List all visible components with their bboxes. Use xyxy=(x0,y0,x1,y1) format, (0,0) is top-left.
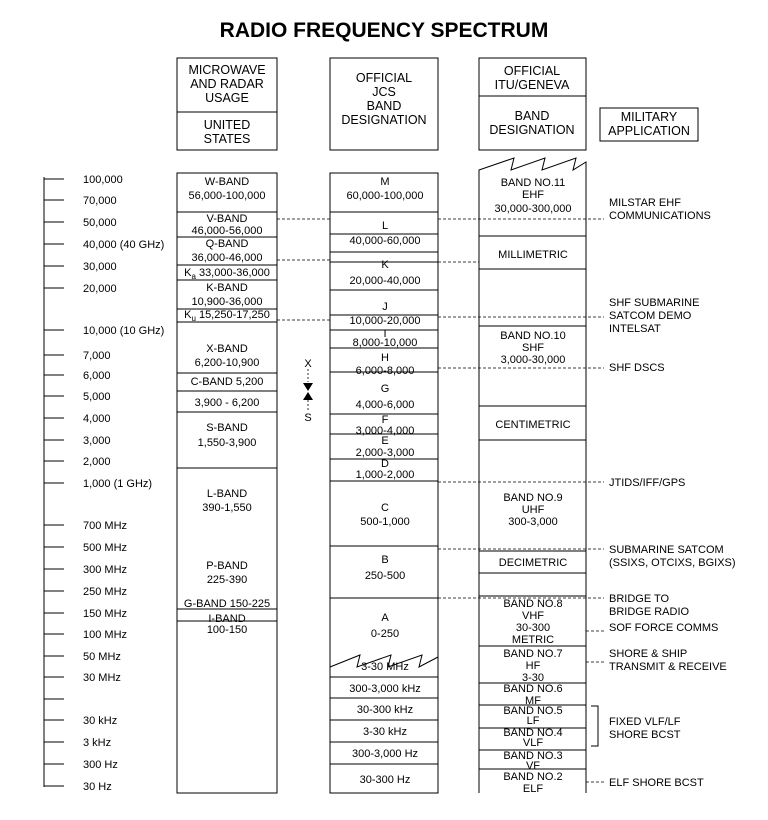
radar-band-label: V-BAND xyxy=(206,213,248,225)
x-s-marker xyxy=(303,358,313,424)
jcs-band-label: 500-1,000 xyxy=(360,516,410,528)
page-title: RADIO FREQUENCY SPECTRUM xyxy=(219,19,549,42)
jcs-band-label: 10,000-20,000 xyxy=(349,315,421,327)
radar-band-label: C-BAND 5,200 xyxy=(190,376,264,388)
scale-tick-label: 70,000 xyxy=(83,195,117,207)
radar-band-label: L-BAND xyxy=(206,488,248,500)
jcs-band-label: 8,000-10,000 xyxy=(352,337,418,349)
jcs-band-label: 300-3,000 Hz xyxy=(351,748,419,760)
scale-tick-label: 30 kHz xyxy=(83,715,118,727)
radar-column xyxy=(177,173,277,793)
itu-band-label: LF xyxy=(526,715,540,727)
military-application-label: MILSTAR EHF xyxy=(609,197,681,209)
jcs-band-label: 30-300 kHz xyxy=(356,704,414,716)
jcs-band-label: E xyxy=(381,435,389,447)
radar-band-label: 1,550-3,900 xyxy=(197,437,257,449)
itu-header-line: OFFICIAL xyxy=(503,64,561,78)
itu-header-line: ITU/GENEVA xyxy=(494,78,570,92)
itu-band-label: BAND NO.5 xyxy=(503,705,563,717)
up-arrow-icon xyxy=(303,392,313,400)
radar-band-label: 100-150 xyxy=(206,624,248,636)
military-application-label: COMMUNICATIONS xyxy=(609,210,711,222)
itu-band-label: 3,000-30,000 xyxy=(500,354,566,366)
itu-band-label: HF xyxy=(525,660,541,672)
scale-tick-label: 30 MHz xyxy=(83,672,121,684)
itu-band-label: BAND NO.11 xyxy=(500,177,566,189)
jcs-band-label: 0-250 xyxy=(370,628,400,640)
jcs-band-label: F xyxy=(381,414,389,426)
radar-band-label: 3,900 - 6,200 xyxy=(194,397,260,409)
jcs-band-label: M xyxy=(380,176,390,188)
scale-tick-label: 100 MHz xyxy=(83,629,128,641)
itu-band-label: BAND NO.3 xyxy=(503,750,563,762)
jcs-band-label: 1,000-2,000 xyxy=(355,469,415,481)
radar-band-label: 56,000-100,000 xyxy=(188,190,266,202)
military-header-line: MILITARY xyxy=(620,110,678,124)
radar-band-label: K-BAND xyxy=(206,282,248,294)
scale-tick-label: 50,000 xyxy=(83,217,117,229)
itu-band-label: BAND NO.10 xyxy=(500,330,566,342)
itu-band-label: METRIC xyxy=(511,634,555,646)
jcs-band-label: B xyxy=(381,554,389,566)
itu-band-label: BAND NO.7 xyxy=(503,648,563,660)
microwave-header-line: MICROWAVE xyxy=(188,63,266,77)
jcs-band-label: 250-500 xyxy=(364,570,406,582)
itu-band-label: ELF xyxy=(522,783,544,795)
jcs-band-label: 30-300 Hz xyxy=(359,774,411,786)
scale-tick-label: 7,000 xyxy=(83,350,111,362)
itu-band-label: BAND NO.4 xyxy=(503,727,563,739)
itu-band-label: CENTIMETRIC xyxy=(495,419,571,431)
military-application-label: SATCOM DEMO xyxy=(609,310,692,322)
radar-band-label: S-BAND xyxy=(206,422,248,434)
scale-tick-label: 6,000 xyxy=(83,370,111,382)
scale-tick-label: 4,000 xyxy=(83,413,111,425)
scale-tick-label: 300 MHz xyxy=(83,564,128,576)
military-application-label: SHF SUBMARINE xyxy=(609,297,700,309)
jcs-header-line: BAND xyxy=(366,99,402,113)
itu-band-header-line: BAND xyxy=(514,109,550,123)
radar-band-label: 6,200-10,900 xyxy=(194,357,260,369)
radar-band-label: 225-390 xyxy=(206,574,248,586)
military-applications xyxy=(609,197,736,789)
itu-band-header-line: DESIGNATION xyxy=(489,123,575,137)
itu-band-label: BAND NO.2 xyxy=(503,771,563,783)
military-application-label: SOF FORCE COMMS xyxy=(609,622,719,634)
military-application-label: SHORE & SHIP xyxy=(609,648,688,660)
jcs-band-label: 40,000-60,000 xyxy=(349,235,421,247)
itu-band-label: BAND NO.8 xyxy=(503,598,563,610)
radar-band-label: W-BAND xyxy=(204,176,250,188)
radar-band-label: G-BAND 150-225 xyxy=(183,598,271,610)
radar-band-label: Q-BAND xyxy=(205,238,249,250)
jcs-band-label: 6,000-8,000 xyxy=(355,365,415,377)
jcs-band-label: 300-3,000 kHz xyxy=(349,683,421,695)
itu-band-label: 3-30 xyxy=(521,672,545,684)
radar-bands xyxy=(184,176,270,636)
scale-tick-label: 250 MHz xyxy=(83,586,128,598)
military-application-label: FIXED VLF/LF xyxy=(609,716,681,728)
itu-band-label: MF xyxy=(525,695,541,707)
itu-band-label: VHF xyxy=(522,610,544,622)
radar-band-label: X-BAND xyxy=(206,343,248,355)
scale-tick-label: 50 MHz xyxy=(83,651,121,663)
scale-tick-label: 500 MHz xyxy=(83,542,128,554)
military-application-label: SHORE BCST xyxy=(609,729,681,741)
itu-band-label: 300-3,000 xyxy=(508,516,558,528)
scale-tick-label: 30,000 xyxy=(83,261,117,273)
header-labels xyxy=(188,63,689,146)
military-header-line: APPLICATION xyxy=(608,124,690,138)
radar-band-label: 390-1,550 xyxy=(202,502,252,514)
scale-tick-label: 150 MHz xyxy=(83,608,128,620)
jcs-band-label: 3-30 MHz xyxy=(361,661,409,673)
jcs-band-label: 4,000-6,000 xyxy=(355,399,415,411)
microwave-header-line: AND RADAR xyxy=(190,77,264,91)
jcs-band-label: 3,000-4,000 xyxy=(355,425,415,437)
itu-band-label: BAND NO.9 xyxy=(503,492,563,504)
military-application-label: (SSIXS, OTCIXS, BGIXS) xyxy=(609,557,736,569)
scale-tick-label: 2,000 xyxy=(83,456,111,468)
jcs-band-label: J xyxy=(382,301,388,313)
microwave-header-line: USAGE xyxy=(205,91,249,105)
radar-band-label: P-BAND xyxy=(206,560,248,572)
military-application-label: JTIDS/IFF/GPS xyxy=(609,477,686,489)
itu-band-label: MILLIMETRIC xyxy=(498,249,568,261)
jcs-header-line: OFFICIAL xyxy=(355,71,413,85)
frequency-scale xyxy=(44,174,164,793)
scale-tick-label: 3,000 xyxy=(83,435,111,447)
jcs-band-label: H xyxy=(381,352,389,364)
jcs-band-label: D xyxy=(381,458,389,470)
itu-bands xyxy=(494,177,571,795)
radar-band-label: 36,000-46,000 xyxy=(191,252,263,264)
jcs-band-label: I xyxy=(383,328,387,340)
vlf-lf-bracket xyxy=(591,706,598,746)
scale-tick-label: 3 kHz xyxy=(83,737,112,749)
military-application-label: SHF DSCS xyxy=(609,362,665,374)
military-application-label: SUBMARINE SATCOM xyxy=(609,544,724,556)
scale-tick-label: 30 Hz xyxy=(83,781,112,793)
x-marker-label: X xyxy=(304,358,312,370)
scale-tick-label: 100,000 xyxy=(83,174,123,186)
military-application-label: BRIDGE TO xyxy=(609,593,670,605)
itu-band-label: BAND NO.6 xyxy=(503,683,563,695)
jcs-band-label: C xyxy=(381,502,389,514)
scale-tick-label: 300 Hz xyxy=(83,759,118,771)
jcs-band-label: 3-30 kHz xyxy=(362,726,408,738)
itu-band-label: 30-300 xyxy=(515,622,551,634)
military-application-label: TRANSMIT & RECEIVE xyxy=(609,661,727,673)
us-header-line: STATES xyxy=(203,132,251,146)
jcs-band-label: L xyxy=(381,220,389,232)
s-marker-label: S xyxy=(304,412,312,424)
military-application-label: BRIDGE RADIO xyxy=(609,606,690,618)
itu-band-label: DECIMETRIC xyxy=(498,557,568,569)
scale-tick-label: 20,000 xyxy=(83,283,117,295)
down-arrow-icon xyxy=(303,383,313,391)
itu-band-label: VLF xyxy=(522,737,544,749)
jcs-band-label: 60,000-100,000 xyxy=(346,190,424,202)
itu-band-label: UHF xyxy=(521,504,545,516)
jcs-band-label: 20,000-40,000 xyxy=(349,275,421,287)
jcs-header-line: DESIGNATION xyxy=(341,113,427,127)
radar-band-label: 10,900-36,000 xyxy=(191,296,263,308)
us-header-line: UNITED xyxy=(203,118,251,132)
jcs-band-label: K xyxy=(381,259,389,271)
jcs-band-label: A xyxy=(381,612,389,624)
military-application-label: INTELSAT xyxy=(609,323,661,335)
radar-band-label: $K_u$ 15,250-17,250 xyxy=(184,309,270,323)
scale-tick-label: 40,000 (40 GHz) xyxy=(83,239,165,251)
itu-band-label: SHF xyxy=(522,342,544,354)
scale-tick-label: 700 MHz xyxy=(83,520,128,532)
radar-band-label: 46,000-56,000 xyxy=(191,225,263,237)
itu-band-label: EHF xyxy=(522,189,544,201)
jcs-band-label: 2,000-3,000 xyxy=(355,447,415,459)
itu-band-label: 30,000-300,000 xyxy=(494,203,572,215)
radar-band-label: I-BAND xyxy=(208,613,246,625)
jcs-header-line: JCS xyxy=(372,85,396,99)
scale-tick-label: 5,000 xyxy=(83,391,111,403)
radar-band-label: $K_a$ 33,000-36,000 xyxy=(184,267,270,281)
scale-tick-label: 10,000 (10 GHz) xyxy=(83,325,165,337)
itu-band-label: VF xyxy=(525,760,541,772)
jcs-band-label: G xyxy=(380,383,390,395)
military-application-label: ELF SHORE BCST xyxy=(609,777,704,789)
scale-tick-label: 1,000 (1 GHz) xyxy=(83,478,153,490)
